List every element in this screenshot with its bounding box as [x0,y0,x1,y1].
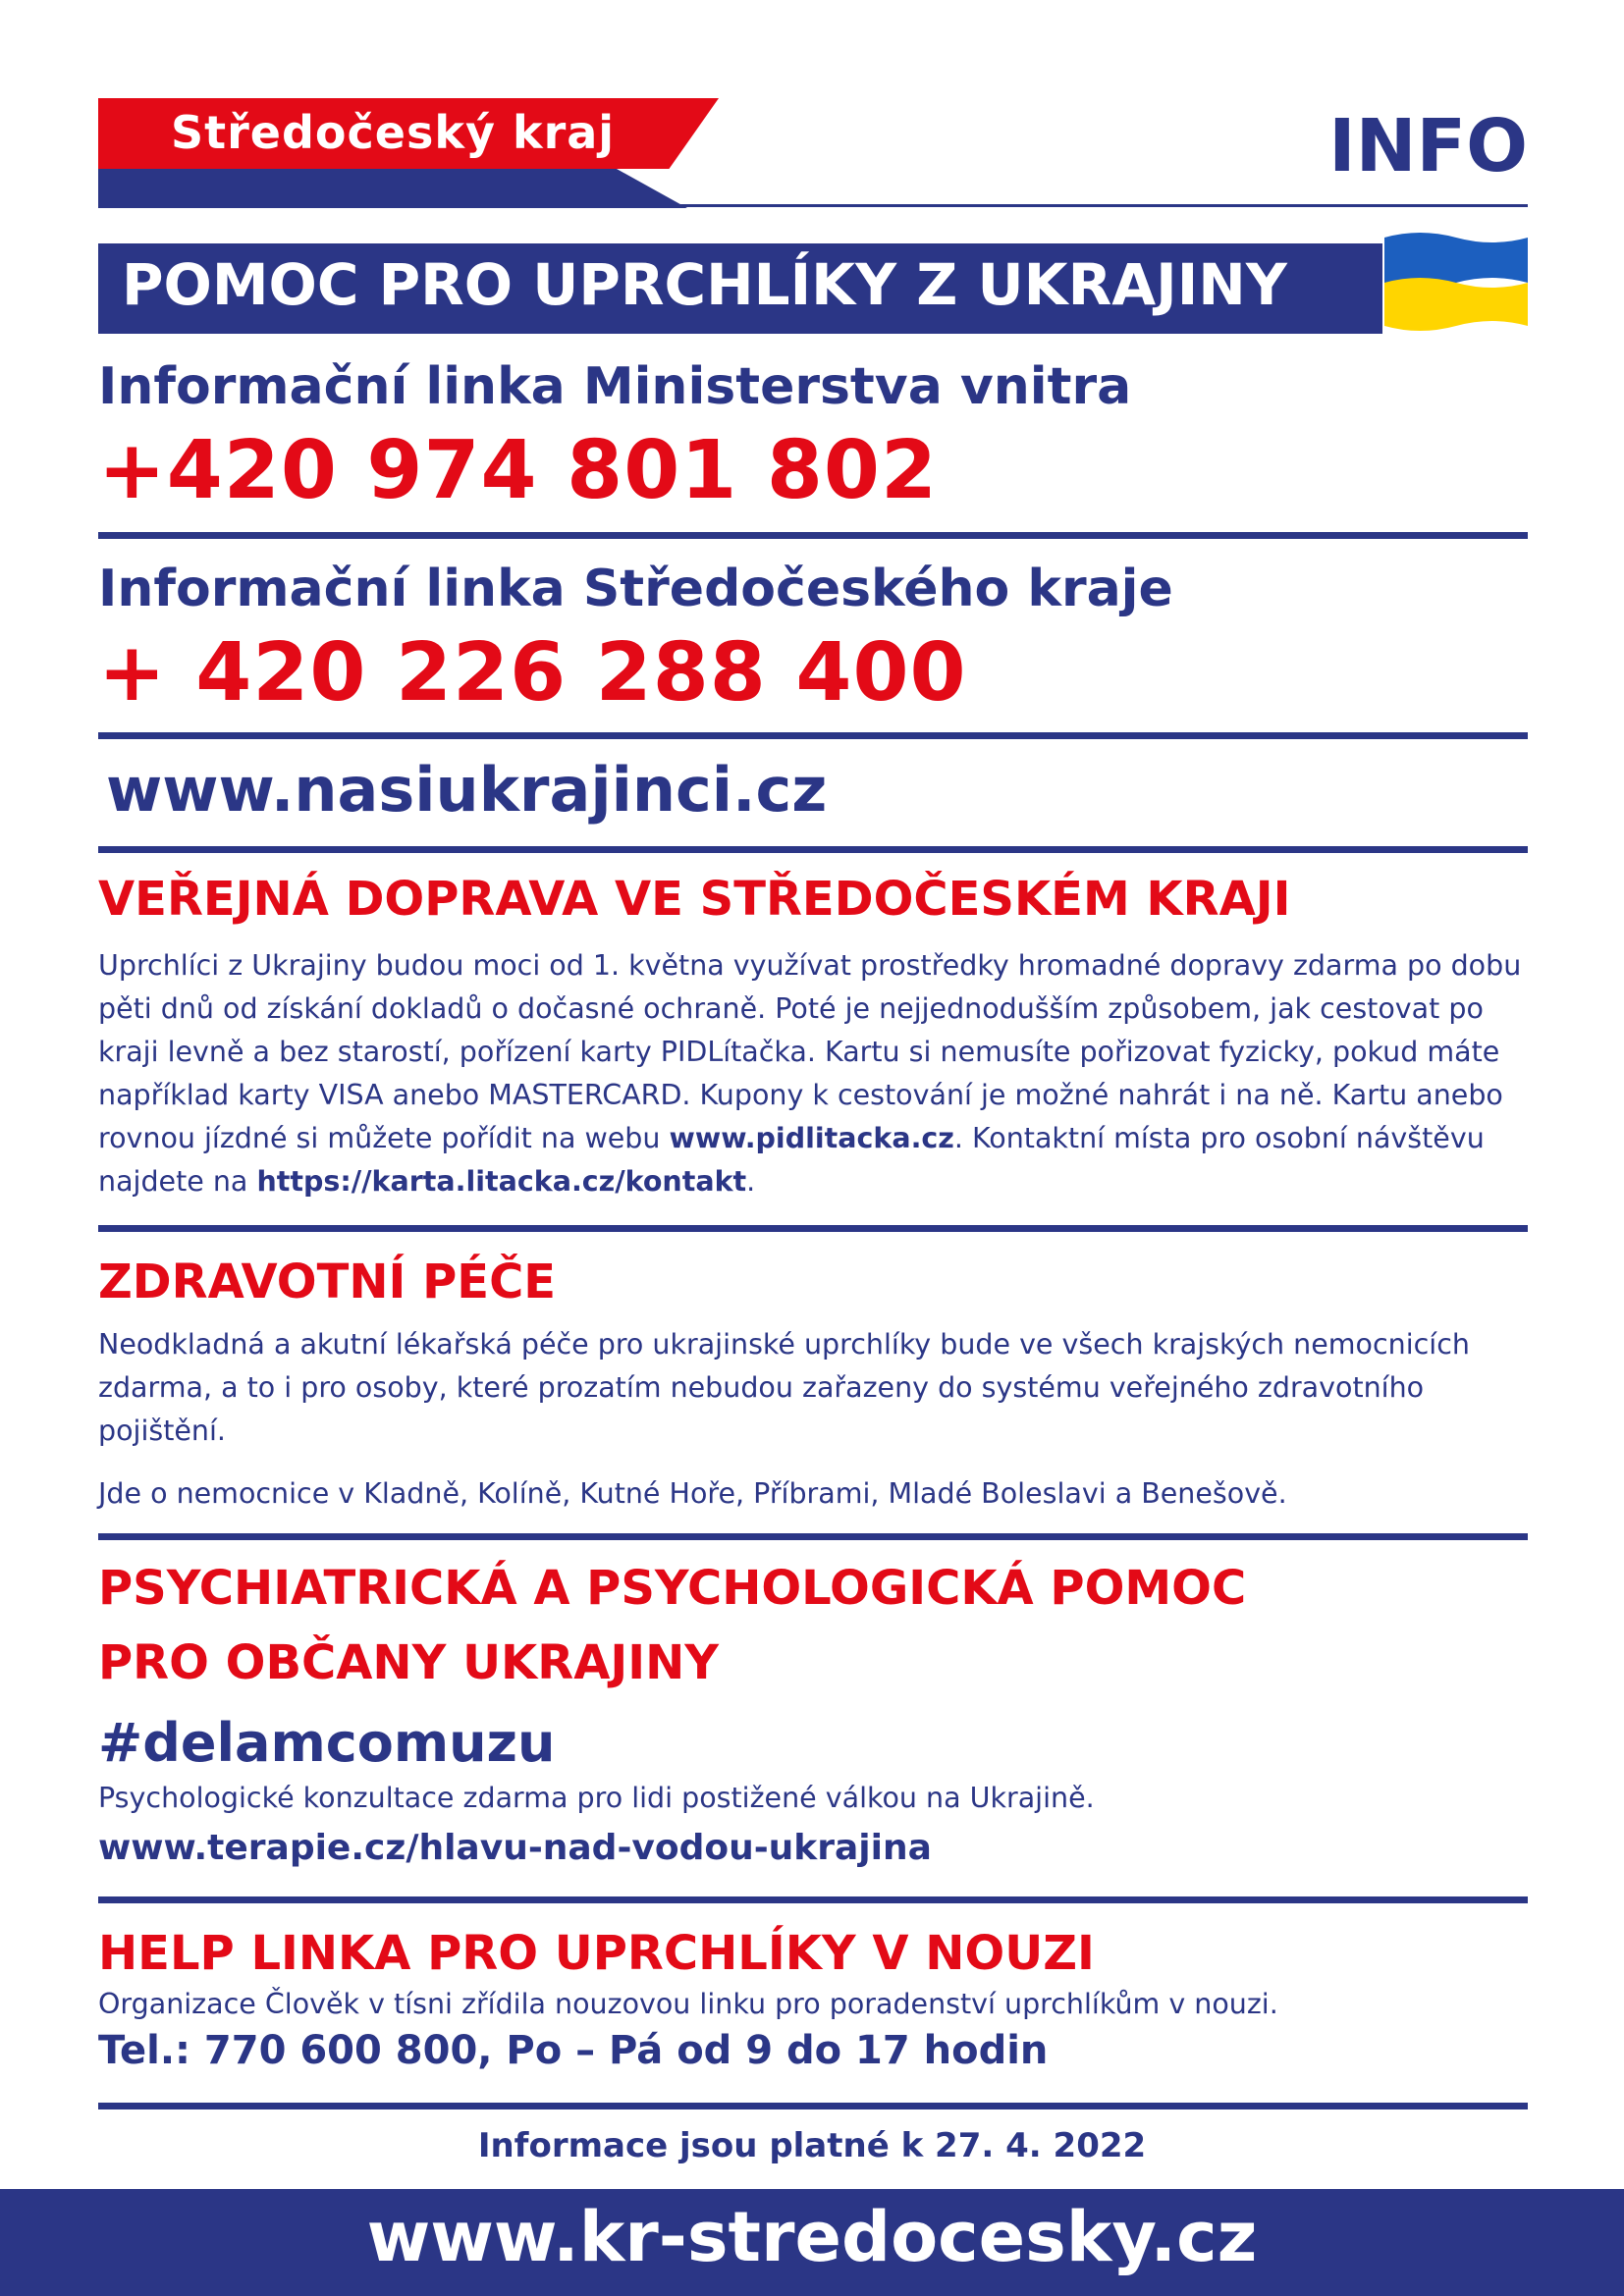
info-label: INFO [1328,104,1528,188]
divider [98,1225,1528,1232]
divider [98,1533,1528,1540]
health-title: ZDRAVOTNÍ PÉČE [98,1255,557,1309]
divider [98,532,1528,539]
hotline-region-title: Informační linka Středočeského kraje [98,560,1173,618]
hotline-ministry-title: Informační linka Ministerstva vnitra [98,357,1132,416]
footer-website-link[interactable]: www.kr-stredocesky.cz [366,2197,1258,2277]
help-line-title: HELP LINKA PRO UPRCHLÍKY V NOUZI [98,1926,1095,1981]
help-line-phone[interactable]: Tel.: 770 600 800, Po – Pá od 9 do 17 hodin [98,2028,1049,2073]
header-navy-stripe [98,169,687,208]
ukraine-flag-icon [1384,228,1528,334]
region-name: Středočeský kraj [171,106,616,159]
health-paragraph-2: Jde o nemocnice v Kladně, Kolíně, Kutné Hoře, Příbrami, Mladé Boleslavi a Benešově. [98,1477,1287,1510]
divider [98,2103,1528,2109]
hotline-ministry-phone[interactable]: +420 974 801 802 [98,424,939,517]
transport-text: Uprchlíci z Ukrajiny budou moci od 1. května využívat prostředky hromadné dopravy zdarma po dobu pěti dnů od získání dokladů o dočasné ochraně. Poté je nejjednodušším způsobem, jak cestovat po kraji levně a bez starostí, pořízení karty PIDLítačka. Kartu si nemusíte pořizovat fyzicky, pokud máte například karty VISA anebo MASTERCARD. Kupony k cestování je možné nahrát i na ně. Kartu anebo rovnou jízdné si můžete pořídit na webu www.pidlitacka.cz. Kontaktní místa pro osobní návštěvu najdete na https://karta.litacka.cz/kontakt. [98,949,1522,1198]
banner-title: POMOC PRO UPRCHLÍKY Z UKRAJINY [122,251,1287,318]
header-rule [98,204,1528,207]
health-paragraph-1: Neodkladná a akutní lékařská péče pro ukrajinské uprchlíky bude ve všech krajských nemocnicích zdarma, a to i pro osoby, které prozatím nebudou zařazeny do systému veřejného zdravotního pojištění. [98,1328,1470,1447]
psych-hashtag: #delamcomuzu [98,1712,556,1774]
terapie-link[interactable]: www.terapie.cz/hlavu-nad-vodou-ukrajina [98,1828,932,1868]
divider [98,846,1528,853]
validity-date: Informace jsou platné k 27. 4. 2022 [477,2126,1147,2165]
psych-title-line-1: PSYCHIATRICKÁ A PSYCHOLOGICKÁ POMOC [98,1561,1247,1616]
psych-title-line-2: PRO OBČANY UKRAJINY [98,1635,719,1690]
transport-title: VEŘEJNÁ DOPRAVA VE STŘEDOČESKÉM KRAJI [98,872,1291,927]
divider [98,732,1528,739]
hotline-region-phone[interactable]: + 420 226 288 400 [98,626,967,720]
main-website-link[interactable]: www.nasiukrajinci.cz [106,754,828,826]
pidlitacka-link[interactable]: www.pidlitacka.cz [669,1122,954,1154]
divider [98,1896,1528,1903]
help-line-text: Organizace Člověk v tísni zřídila nouzovou linku pro poradenství uprchlíkům v nouzi. [98,1988,1278,2020]
litacka-contact-link[interactable]: https://karta.litacka.cz/kontakt [256,1165,747,1198]
psych-text: Psychologické konzultace zdarma pro lidi postižené válkou na Ukrajině. [98,1782,1095,1814]
